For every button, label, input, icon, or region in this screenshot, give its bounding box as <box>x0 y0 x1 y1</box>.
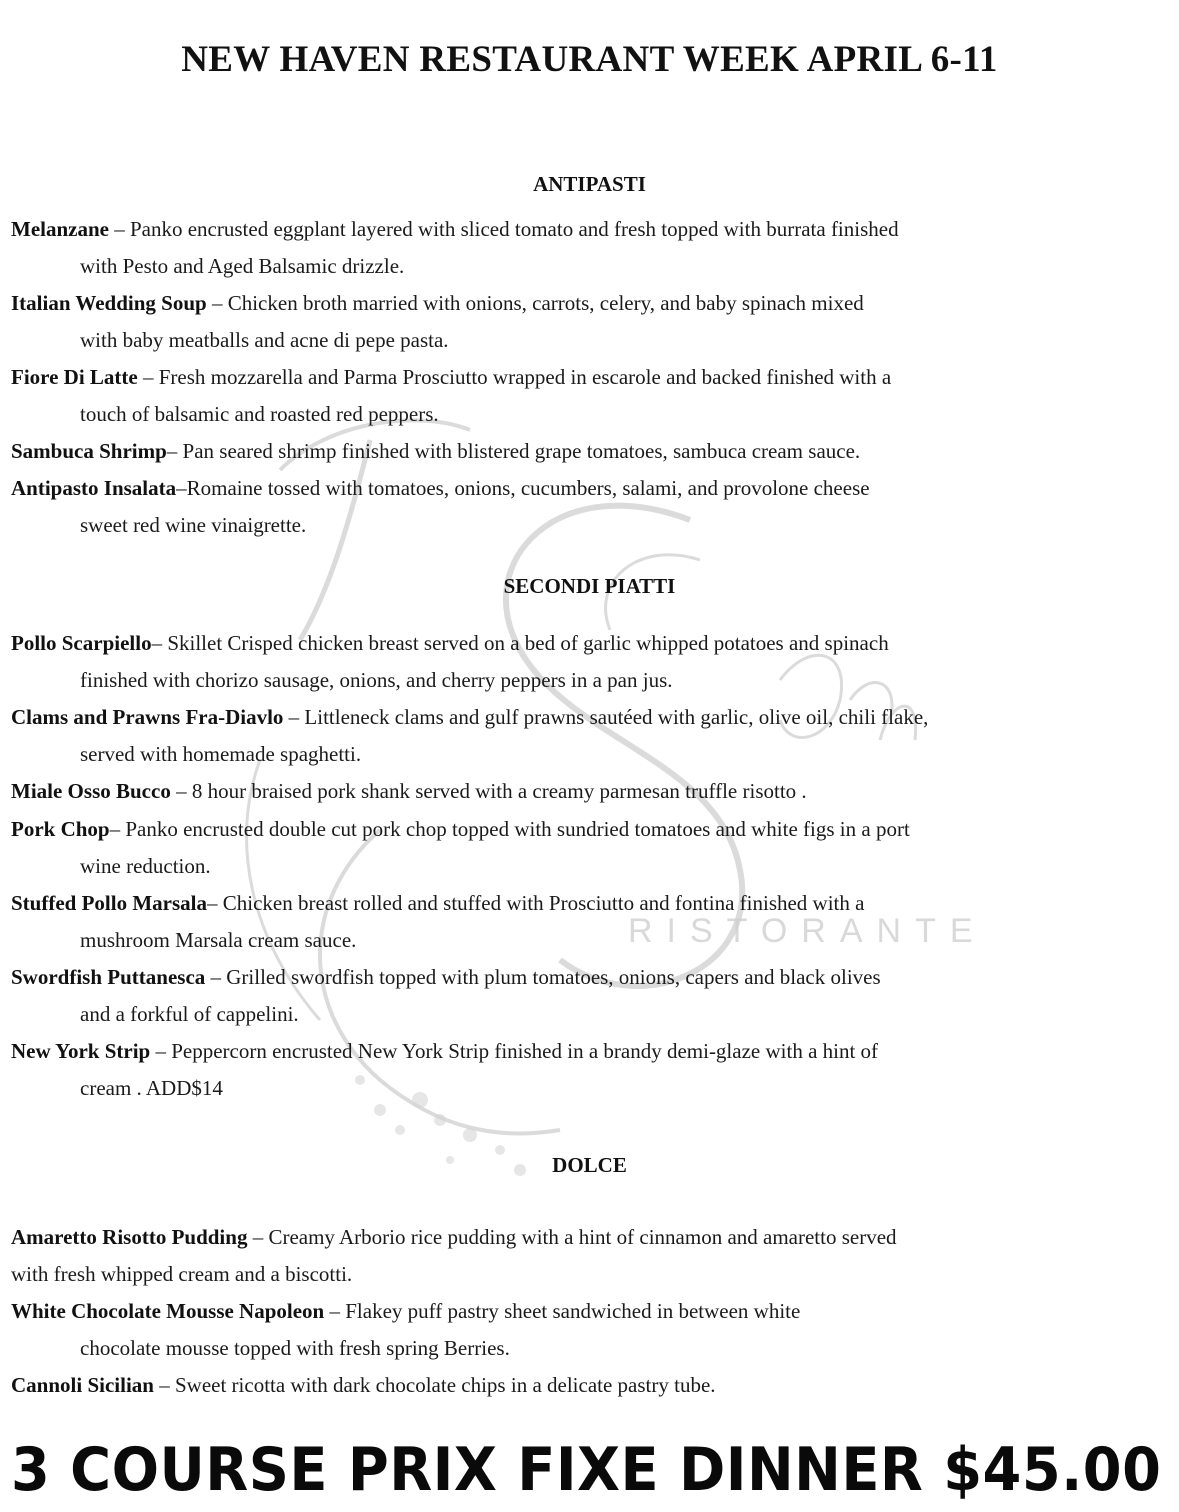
item-separator: – <box>206 291 228 315</box>
menu-item-melanzane <box>11 211 1171 285</box>
item-name: Amaretto Risotto Pudding <box>11 1225 248 1249</box>
item-description: Chicken broth married with onions, carrots, celery, and baby spinach mixed <box>227 291 864 315</box>
item-separator: – <box>205 965 227 989</box>
item-description-cont: and a forkful of cappelini. <box>80 1002 299 1026</box>
item-description-cont: with Pesto and Aged Balsamic drizzle. <box>80 254 405 278</box>
section-heading-antipasti: ANTIPASTI <box>533 172 646 196</box>
menu-item-new-york-strip <box>11 1033 1171 1107</box>
item-description: Littleneck clams and gulf prawns sautéed with garlic, olive oil, chili flake, <box>304 705 929 729</box>
item-separator: – <box>170 779 192 803</box>
item-description: Panko encrusted eggplant layered with sliced tomato and fresh topped with burrata finished <box>129 217 899 241</box>
menu-item-pollo-scarpiello <box>11 625 1171 699</box>
item-name: Melanzane <box>11 217 109 241</box>
item-separator: – <box>150 1039 172 1063</box>
item-name: New York Strip <box>11 1039 151 1063</box>
item-description: Romaine tossed with tomatoes, onions, cucumbers, salami, and provolone cheese <box>186 476 870 500</box>
item-description-cont: wine reduction. <box>80 854 211 878</box>
menu-item-italian-wedding-soup <box>11 285 1171 359</box>
menu-item-cannoli-sicilian <box>11 1367 1171 1404</box>
item-separator: – <box>151 631 168 655</box>
menu-item-pork-chop <box>11 811 1171 885</box>
page-title: NEW HAVEN RESTAURANT WEEK APRIL 6-11 <box>181 39 998 80</box>
item-description-cont: with baby meatballs and acne di pepe pasta. <box>80 328 449 352</box>
item-name: Pollo Scarpiello <box>11 631 152 655</box>
item-description-cont: touch of balsamic and roasted red peppers. <box>80 402 439 426</box>
menu-item-stuffed-pollo-marsala <box>11 885 1171 959</box>
item-name: Miale Osso Bucco <box>11 779 171 803</box>
item-description-cont: chocolate mousse topped with fresh spring Berries. <box>80 1336 510 1360</box>
item-description-cont: with fresh whipped cream and a biscotti. <box>11 1262 353 1286</box>
item-description: Pan seared shrimp finished with blistered grape tomatoes, sambuca cream sauce. <box>182 439 861 463</box>
item-name: Fiore Di Latte <box>11 365 138 389</box>
item-description-cont: mushroom Marsala cream sauce. <box>80 928 357 952</box>
item-separator: – <box>137 365 159 389</box>
item-separator: – <box>166 439 183 463</box>
item-description-cont: finished with chorizo sausage, onions, and cherry peppers in a pan jus. <box>80 668 673 692</box>
menu-item-miale-osso-bucco <box>11 773 1171 810</box>
item-description-cont: cream . ADD$14 <box>80 1076 223 1100</box>
menu-item-antipasto-insalata <box>11 470 1171 544</box>
item-description: Skillet Crisped chicken breast served on a bed of garlic whipped potatoes and spinach <box>167 631 889 655</box>
menu-item-fiore-di-latte <box>11 359 1171 433</box>
prix-fixe-banner: 3 COURSE PRIX FIXE DINNER $45.00 <box>11 1435 1162 1505</box>
item-description-cont: sweet red wine vinaigrette. <box>80 513 307 537</box>
item-separator: – <box>247 1225 269 1249</box>
item-description: 8 hour braised pork shank served with a creamy parmesan truffle risotto . <box>191 779 807 803</box>
menu-item-white-chocolate-mousse-napoleon <box>11 1293 1171 1367</box>
item-separator: – <box>109 817 126 841</box>
item-description: Chicken breast rolled and stuffed with Prosciutto and fontina finished with a <box>222 891 865 915</box>
item-description: Peppercorn encrusted New York Strip finished in a brandy demi-glaze with a hint of <box>171 1039 879 1063</box>
menu-item-amaretto-risotto-pudding <box>11 1219 1171 1293</box>
item-description: Fresh mozzarella and Parma Prosciutto wrapped in escarole and backed finished with a <box>158 365 892 389</box>
item-name: Antipasto Insalata <box>11 476 177 500</box>
item-name: Cannoli Sicilian <box>11 1373 154 1397</box>
item-description: Sweet ricotta with dark chocolate chips in a delicate pastry tube. <box>174 1373 716 1397</box>
item-name: Pork Chop <box>11 817 110 841</box>
item-name: Sambuca Shrimp <box>11 439 167 463</box>
item-description: Panko encrusted double cut pork chop topped with sundried tomatoes and white figs in a port <box>125 817 910 841</box>
watermark-subtext: RISTORANTE <box>628 912 987 950</box>
item-separator: – <box>283 705 305 729</box>
section-heading-secondi-piatti: SECONDI PIATTI <box>503 574 676 598</box>
item-separator: – <box>153 1373 175 1397</box>
item-separator: – <box>324 1299 346 1323</box>
menu-item-swordfish-puttanesca <box>11 959 1171 1033</box>
item-name: White Chocolate Mousse Napoleon <box>11 1299 325 1323</box>
item-description: Flakey puff pastry sheet sandwiched in between white <box>345 1299 801 1323</box>
item-name: Swordfish Puttanesca <box>11 965 206 989</box>
section-heading-dolce: DOLCE <box>552 1153 627 1177</box>
menu-item-sambuca-shrimp <box>11 433 1171 470</box>
item-description: Creamy Arborio rice pudding with a hint of cinnamon and amaretto served <box>268 1225 897 1249</box>
menu-item-clams-and-prawns <box>11 699 1171 773</box>
item-separator: – <box>176 476 187 500</box>
item-description-cont: served with homemade spaghetti. <box>80 742 362 766</box>
item-description: Grilled swordfish topped with plum tomatoes, onions, capers and black olives <box>226 965 881 989</box>
item-name: Stuffed Pollo Marsala <box>11 891 207 915</box>
item-name: Clams and Prawns Fra-Diavlo <box>11 705 284 729</box>
item-name: Italian Wedding Soup <box>11 291 207 315</box>
item-separator: – <box>108 217 130 241</box>
item-separator: – <box>206 891 223 915</box>
